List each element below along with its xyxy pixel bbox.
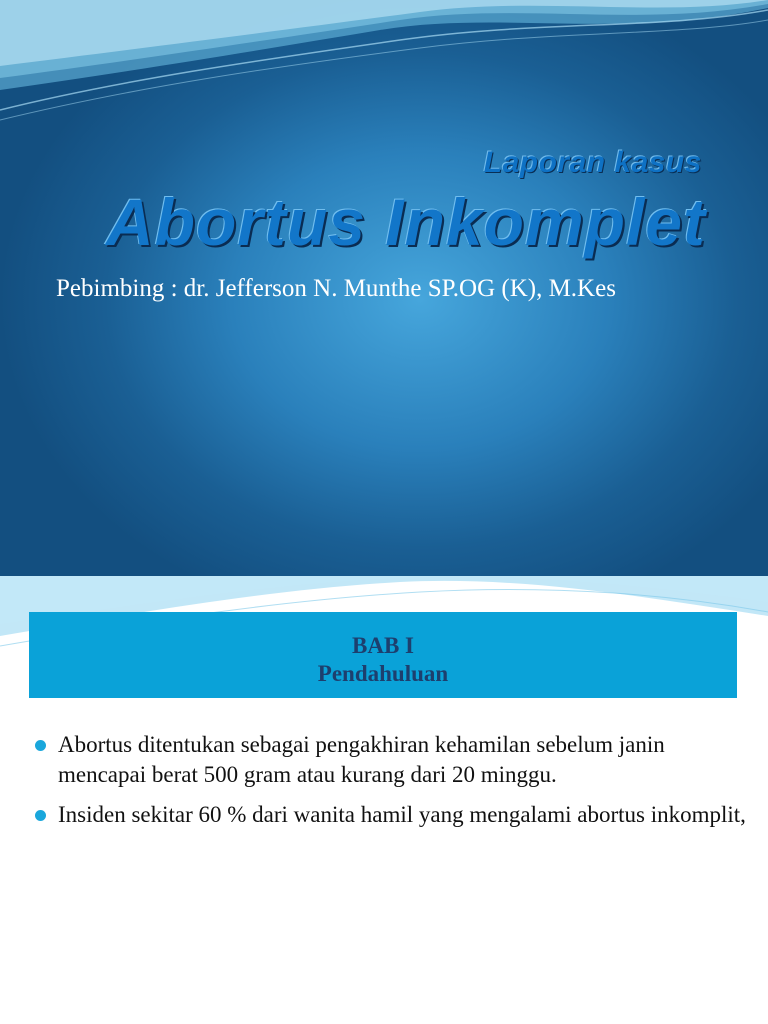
section-title: Pendahuluan: [317, 661, 449, 686]
bullet-item: [34, 730, 754, 790]
bullet-text: Abortus ditentukan sebagai pengakhiran kehamilan sebelum janin mencapai berat 500 gram atau kurang dari 20 minggu.: [58, 732, 665, 787]
slide-title: Abortus Inkomplet: [105, 185, 706, 259]
bullet-icon: [35, 810, 46, 821]
section-header-box: [29, 612, 737, 698]
bullet-list: [34, 730, 754, 840]
advisor-line: Pebimbing : dr. Jefferson N. Munthe SP.OG (K), M.Kes: [56, 275, 616, 302]
bullet-item: [34, 800, 754, 830]
bullet-text: Insiden sekitar 60 % dari wanita hamil yang mengalami abortus inkomplit,: [58, 802, 746, 827]
content-slide: [0, 576, 768, 1024]
slide-kicker: Laporan kasus: [483, 146, 702, 179]
section-number: BAB I: [352, 633, 414, 658]
bullet-icon: [35, 740, 46, 751]
